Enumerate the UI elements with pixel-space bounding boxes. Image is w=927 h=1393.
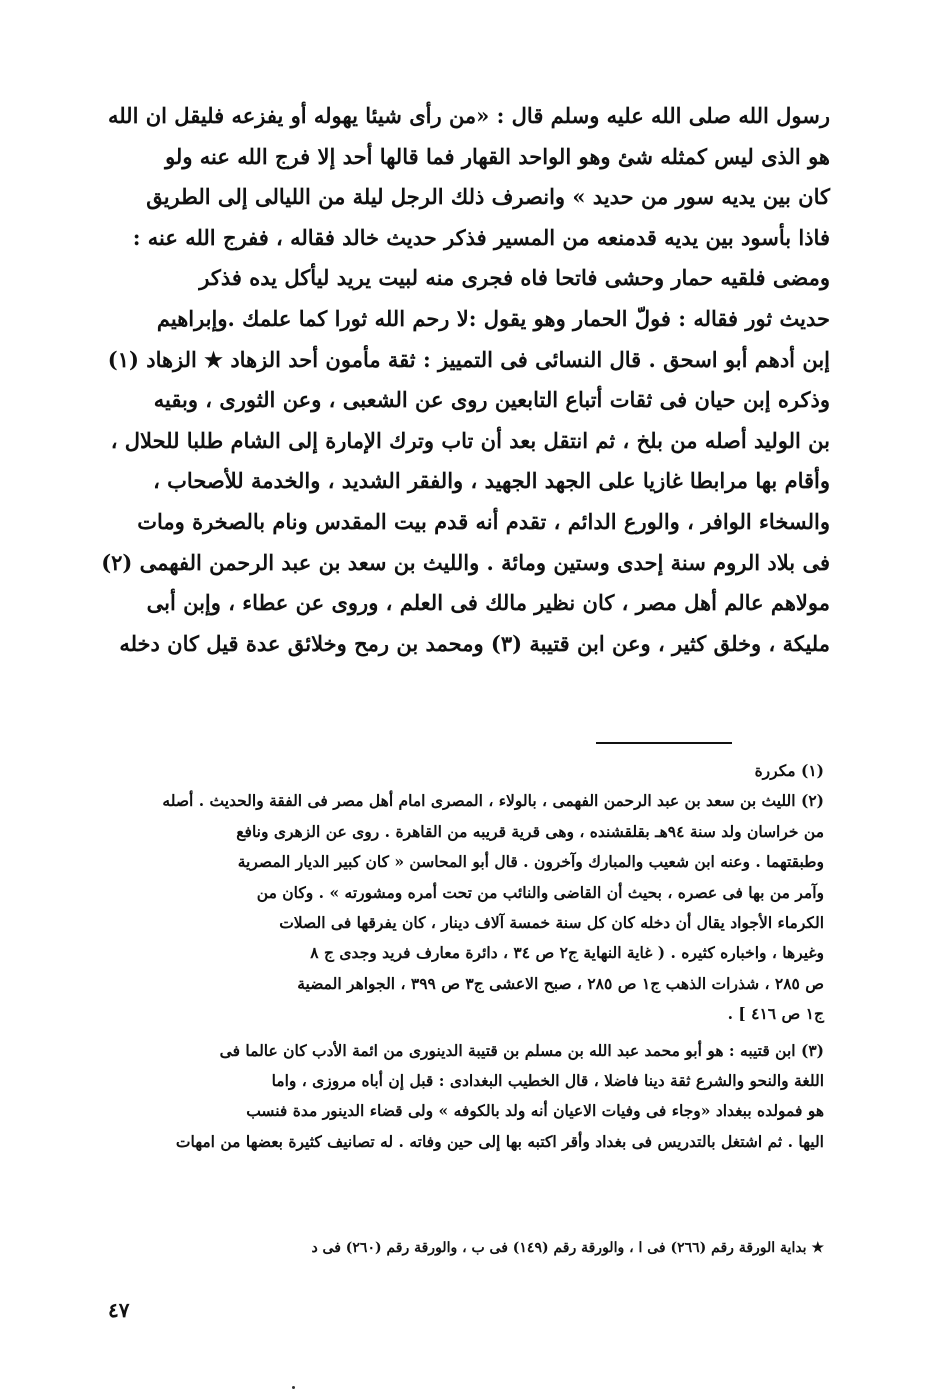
text-line: وذكره إبن حيان فى ثقات أتباع التابعين روى عن الشعبى ، وعن الثورى ، وبقيه bbox=[153, 387, 830, 413]
text-line: ومضى فلقيه حمار وحشى فاتحا فاه فجرى منه لبيت يريد ليأكل يده فذكر bbox=[199, 265, 830, 291]
footnote-3 bbox=[112, 1036, 824, 1158]
text-line: مليكة ، وخلق كثير ، وعن ابن قتيبة (٣) ومحمد بن رمح وخلائق عدة قيل كان دخله bbox=[119, 630, 830, 656]
scan-speck bbox=[292, 1386, 295, 1389]
footnotes bbox=[112, 756, 824, 1157]
page-number: ٤٧ bbox=[108, 1298, 130, 1322]
text-line: رسول الله صلى الله عليه وسلم قال : «من رأى شيئا يهوله أو يفزعه فليقل ان الله bbox=[107, 103, 830, 128]
footnote-line: من خراسان ولد سنة ٩٤هـ بقلقشنده ، وهى قرية قريبه من القاهرة . روى عن الزهرى ونافع bbox=[236, 821, 824, 841]
text-line: والسخاء الوافر ، والورع الدائم ، تقدم أنه قدم بيت المقدس ونام بالصخرة ومات bbox=[137, 508, 830, 534]
text-line: كان بين يديه سور من حديد » وانصرف ذلك الرجل ليلة من الليالى إلى الطريق bbox=[146, 184, 830, 210]
footnote-line: هو فمولده ببغداد «وجاء فى وفيات الاعيان أنه ولد بالكوفه » ولى قضاء الدينور مدة فنسب bbox=[246, 1101, 824, 1121]
footnote-line: وطبقتهما . وعنه ابن شعيب والمبارك وآخرون . قال أبو المحاسن « كان كبير الديار المصرية bbox=[237, 852, 824, 872]
footnote-line: الكرماء الأجواد يقال أن دخله كان كل سنة خمسة آلاف دينار ، كان يفرقها فى الصلات bbox=[279, 912, 824, 932]
footnote-line: (١) مكررة bbox=[754, 761, 824, 780]
footnote-1 bbox=[112, 756, 824, 786]
footnote-line: اليها . ثم اشتغل بالتدريس فى بغداد وأقر اكتبه بها إلى حين وفاته . له تصانيف كثيرة بعضها من امهات bbox=[175, 1131, 824, 1151]
footnote-line: ج١ ص ٤١٦ ] . bbox=[727, 1004, 824, 1024]
text-line: إبن أدهم أبو اسحق . قال النسائى فى التمييز : ثقة مأمون أحد الزهاد ★ الزهاد (١) bbox=[107, 346, 830, 372]
footnote-line: ص ٢٨٥ ، شذرات الذهب ج١ ص ٢٨٥ ، صبح الاعشى ج٣ ص ٣٩٩ ، الجواهر المضية bbox=[297, 973, 824, 993]
text-line: هو الذى ليس كمثله شئ وهو الواحد القهار فما قالها أحد إلا فرج الله عنه ولو bbox=[165, 143, 830, 169]
footnote-line: (٢) الليث بن سعد بن عبد الرحمن الفهمى ، بالولاء ، المصرى امام أهل مصر فى الفقة والحديث . أصله bbox=[162, 791, 824, 811]
footnote-separator bbox=[596, 742, 732, 744]
text-line: فاذا بأسود بين يديه قدمنعه من المسير فذكر حديث خالد فقاله ، ففرج الله عنه : bbox=[132, 224, 830, 250]
text-line: وأقام بها مرابطا غازيا على الجهد الجهيد ، والفقر الشديد ، والخدمة للأصحاب ، bbox=[153, 468, 830, 494]
manuscript-folio-note: ★ بداية الورقة رقم (٢٦٦) فى ا ، والورقة رقم (١٤٩) فى ب ، والورقة رقم (٢٦٠) فى د bbox=[311, 1240, 824, 1256]
footnote-line: وغيرها ، واخباره كثيره . ( غاية النهاية ج٢ ص ٣٤ ، دائرة معارف فريد وجدى ج ٨ bbox=[310, 943, 824, 963]
text-line: حديث ثور فقاله : فولّ الحمار وهو يقول :لا رحم الله ثورا كما علمك .وإبراهيم bbox=[156, 305, 830, 331]
main-text bbox=[101, 96, 830, 664]
footnote-line: اللغة والنحو والشرع ثقة دينا فاضلا ، قال الخطيب البغدادى : قبل إن أباه مروزى ، واما bbox=[271, 1070, 824, 1090]
footnote-line: (٣) ابن قتيبه : هو أبو محمد عبد الله بن مسلم بن قتيبة الدينورى من ائمة الأدب كان عالما فى bbox=[219, 1040, 824, 1060]
footnote-2 bbox=[112, 786, 824, 1029]
text-line: بن الوليد أصله من بلخ ، ثم انتقل بعد أن تاب وترك الإمارة إلى الشام طلبا للحلال ، bbox=[110, 427, 830, 453]
footnote-line: وآمر من بها فى عصره ، بحيث أن القاضى والنائب من تحت أمره ومشورته » . وكان من bbox=[256, 882, 824, 902]
text-line: فى بلاد الروم سنة إحدى وستين ومائة . والليث بن سعد بن عبد الرحمن الفهمى (٢) bbox=[101, 549, 830, 575]
text-line: مولاهم عالم أهل مصر ، كان نظير مالك فى العلم ، وروى عن عطاء ، وإبن أبى bbox=[146, 590, 830, 616]
